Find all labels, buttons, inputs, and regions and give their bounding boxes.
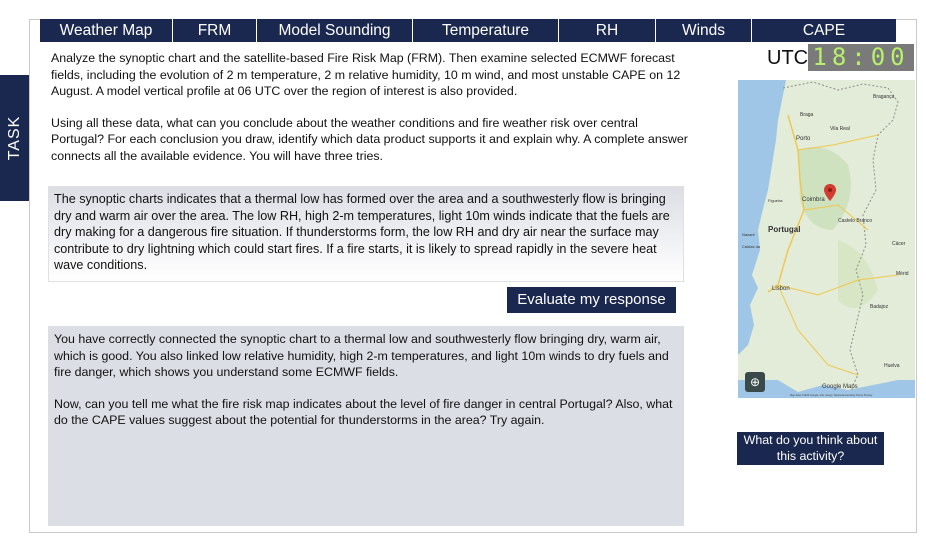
- utc-label: UTC: [767, 47, 809, 69]
- tab-cape[interactable]: CAPE: [802, 22, 846, 39]
- activity-feedback-button[interactable]: What do you think about this activity?: [737, 432, 884, 465]
- svg-text:Coimbra: Coimbra: [802, 197, 825, 203]
- task-label: TASK: [5, 115, 23, 161]
- tab-winds[interactable]: Winds: [656, 19, 752, 42]
- svg-text:Google Maps: Google Maps: [822, 384, 858, 390]
- evaluate-response-button[interactable]: Evaluate my response: [507, 287, 676, 313]
- instructions-paragraph-2: Using all these data, what can you conclude about the weather conditions and fire weather risk over central Portugal? For each conclusion you draw, identify which data product supports it and explain why. A complete answer connects all the available evidence. You will have three tries.: [51, 115, 688, 163]
- svg-text:Braga: Braga: [800, 112, 814, 118]
- svg-text:Huelva: Huelva: [884, 363, 900, 369]
- tab-rh[interactable]: RH: [559, 19, 656, 42]
- utc-clock-display: 18:00: [808, 44, 914, 71]
- svg-text:Mérid: Mérid: [896, 271, 909, 277]
- tab-model-sounding[interactable]: Model Sounding: [257, 19, 413, 42]
- tab-bar: [40, 19, 896, 42]
- zoom-in-icon[interactable]: ⊕: [745, 372, 765, 392]
- feedback-paragraph-1: You have correctly connected the synoptic chart to a thermal low and southwesterly flow bringing dry, warm air, which is good. You also linked low relative humidity, high 2-m temperatures, and light 10m winds to dry fuels and fire danger, which shows you understand some ECMWF fields.: [54, 332, 669, 379]
- svg-text:Bragança: Bragança: [873, 94, 895, 100]
- feedback-paragraph-2: Now, can you tell me what the fire risk map indicates about the level of fire danger in central Portugal? Also, what do the CAPE values suggest about the potential for thunderstorms in the area? Try again.: [54, 396, 673, 427]
- student-response-box[interactable]: The synoptic charts indicates that a thermal low has formed over the area and a southwesterly flow is bringing dry and warm air over the area. The low RH, high 2-m temperatures, light 10m winds indicate that the fuels are dry making for a dangerous fire situation. If thunderstorms form, the low RH and dry air near the surface may contribute to dry lightning which could start fires. If a fire starts, it is likely to spread rapidly in the severe heat wave conditions.: [48, 186, 684, 282]
- task-side-tab[interactable]: [0, 75, 29, 201]
- location-map[interactable]: [738, 80, 915, 398]
- svg-text:Nazaré: Nazaré: [742, 232, 755, 237]
- svg-text:Porto: Porto: [796, 136, 811, 142]
- svg-text:Caldas da: Caldas da: [742, 244, 761, 249]
- svg-text:Figueira: Figueira: [768, 198, 783, 203]
- svg-text:Lisbon: Lisbon: [772, 286, 790, 292]
- instructions-paragraph-1: Analyze the synoptic chart and the satellite-based Fire Risk Map (FRM). Then examine selected ECMWF forecast fields, including the evolution of 2 m temperature, 2 m relative humidity, 10 m wind, and most unstable CAPE on 12 August. A model vertical profile at 06 UTC over the region of interest is also provided.: [51, 51, 681, 98]
- svg-text:Vila Real: Vila Real: [830, 126, 850, 132]
- svg-text:Portugal: Portugal: [768, 225, 801, 234]
- svg-text:Castelo Branco: Castelo Branco: [838, 218, 873, 224]
- svg-text:Map data ©2023 Google, Inst. G: Map data ©2023 Google, Inst. Geogr. Nacional Germany Terms Privacy: [790, 394, 873, 397]
- tab-temperature[interactable]: Temperature: [413, 19, 559, 42]
- tab-frm[interactable]: FRM: [173, 19, 257, 42]
- feedback-panel: [48, 326, 684, 526]
- svg-text:Badajoz: Badajoz: [870, 304, 889, 310]
- tab-weather-map[interactable]: Weather Map: [40, 19, 173, 42]
- map-drawing: [738, 80, 915, 398]
- svg-text:Cácer: Cácer: [892, 241, 906, 247]
- task-instructions: [51, 50, 691, 179]
